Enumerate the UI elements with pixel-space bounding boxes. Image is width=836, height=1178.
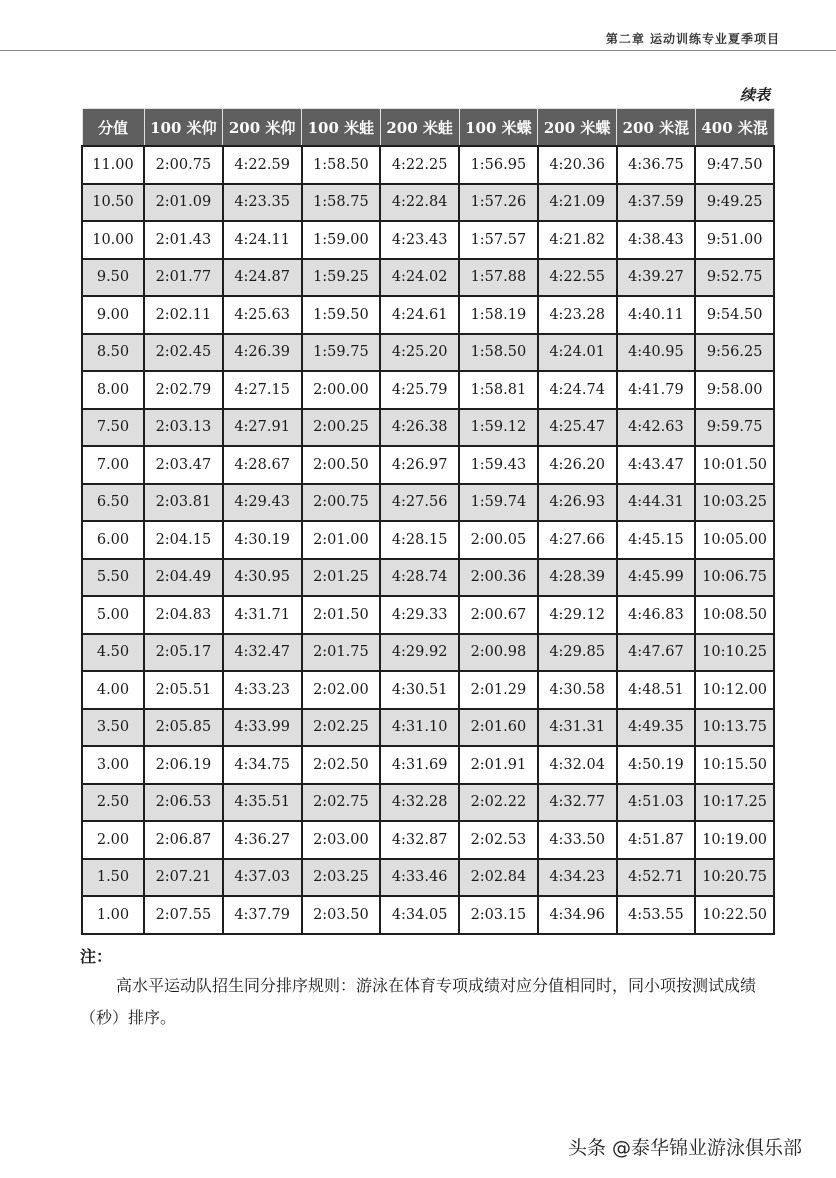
- time-cell: 4:34.96: [538, 896, 617, 934]
- time-cell: 4:51.87: [617, 821, 696, 859]
- time-cell: 2:01.43: [144, 221, 223, 259]
- score-cell: 10.50: [82, 184, 144, 222]
- time-cell: 4:22.55: [538, 259, 617, 297]
- time-cell: 4:40.95: [617, 334, 696, 372]
- table-row: [82, 896, 774, 934]
- time-cell: 4:22.84: [380, 184, 459, 222]
- time-cell: 9:54.50: [695, 296, 774, 334]
- time-cell: 4:25.20: [380, 334, 459, 372]
- time-cell: 2:02.45: [144, 334, 223, 372]
- score-cell: 11.00: [82, 146, 144, 184]
- score-cell: 3.50: [82, 709, 144, 747]
- table-row: [82, 184, 774, 222]
- time-cell: 2:00.05: [459, 521, 538, 559]
- time-cell: 2:01.60: [459, 709, 538, 747]
- table-row: [82, 859, 774, 897]
- column-header: 100 米蛙: [302, 109, 381, 147]
- time-cell: 2:00.98: [459, 634, 538, 672]
- note-label: 注：: [80, 947, 113, 966]
- time-cell: 2:01.75: [302, 634, 381, 672]
- time-cell: 4:24.87: [223, 259, 302, 297]
- time-cell: 10:15.50: [695, 746, 774, 784]
- time-cell: 10:03.25: [695, 484, 774, 522]
- time-cell: 4:31.31: [538, 709, 617, 747]
- time-cell: 4:53.55: [617, 896, 696, 934]
- time-cell: 1:59.74: [459, 484, 538, 522]
- time-cell: 2:04.49: [144, 559, 223, 597]
- time-cell: 4:42.63: [617, 409, 696, 447]
- time-cell: 2:03.15: [459, 896, 538, 934]
- time-cell: 2:01.25: [302, 559, 381, 597]
- time-cell: 4:27.91: [223, 409, 302, 447]
- table-row: [82, 634, 774, 672]
- time-cell: 1:59.43: [459, 446, 538, 484]
- time-cell: 4:29.12: [538, 596, 617, 634]
- time-cell: 1:57.88: [459, 259, 538, 297]
- table-row: [82, 596, 774, 634]
- time-cell: 9:52.75: [695, 259, 774, 297]
- time-cell: 4:24.61: [380, 296, 459, 334]
- column-header: 400 米混: [695, 109, 774, 147]
- note-text: 高水平运动队招生同分排序规则：游泳在体育专项成绩对应分值相同时，同小项按测试成绩（秒）排序。: [80, 976, 757, 1027]
- time-cell: 4:25.47: [538, 409, 617, 447]
- time-cell: 1:59.25: [302, 259, 381, 297]
- table-row: [82, 559, 774, 597]
- time-cell: 2:01.00: [302, 521, 381, 559]
- time-cell: 1:58.75: [302, 184, 381, 222]
- time-cell: 2:07.21: [144, 859, 223, 897]
- time-cell: 2:07.55: [144, 896, 223, 934]
- time-cell: 4:24.74: [538, 371, 617, 409]
- time-cell: 2:01.29: [459, 671, 538, 709]
- time-cell: 1:59.50: [302, 296, 381, 334]
- time-cell: 10:01.50: [695, 446, 774, 484]
- time-cell: 9:51.00: [695, 221, 774, 259]
- time-cell: 4:45.15: [617, 521, 696, 559]
- score-cell: 6.00: [82, 521, 144, 559]
- time-cell: 10:10.25: [695, 634, 774, 672]
- score-cell: 2.50: [82, 784, 144, 822]
- time-cell: 4:28.39: [538, 559, 617, 597]
- table-row: [82, 409, 774, 447]
- table-row: [82, 146, 774, 184]
- time-cell: 10:06.75: [695, 559, 774, 597]
- score-cell: 4.00: [82, 671, 144, 709]
- time-cell: 4:26.97: [380, 446, 459, 484]
- time-cell: 10:20.75: [695, 859, 774, 897]
- time-cell: 4:39.27: [617, 259, 696, 297]
- time-cell: 4:32.77: [538, 784, 617, 822]
- time-cell: 4:23.35: [223, 184, 302, 222]
- score-cell: 8.50: [82, 334, 144, 372]
- score-cell: 7.00: [82, 446, 144, 484]
- time-cell: 9:58.00: [695, 371, 774, 409]
- score-cell: 6.50: [82, 484, 144, 522]
- time-cell: 4:33.50: [538, 821, 617, 859]
- time-cell: 10:08.50: [695, 596, 774, 634]
- time-cell: 4:47.67: [617, 634, 696, 672]
- table-row: [82, 671, 774, 709]
- time-cell: 4:36.27: [223, 821, 302, 859]
- time-cell: 2:06.19: [144, 746, 223, 784]
- time-cell: 10:17.25: [695, 784, 774, 822]
- time-cell: 2:00.67: [459, 596, 538, 634]
- time-cell: 9:56.25: [695, 334, 774, 372]
- time-cell: 2:06.53: [144, 784, 223, 822]
- score-cell: 8.00: [82, 371, 144, 409]
- time-cell: 4:34.75: [223, 746, 302, 784]
- time-cell: 10:12.00: [695, 671, 774, 709]
- time-cell: 9:49.25: [695, 184, 774, 222]
- time-cell: 4:33.46: [380, 859, 459, 897]
- time-cell: 4:48.51: [617, 671, 696, 709]
- time-cell: 1:59.00: [302, 221, 381, 259]
- running-head: 第二章 运动训练专业夏季项目: [605, 32, 780, 46]
- column-header: 分值: [82, 109, 144, 147]
- score-cell: 3.00: [82, 746, 144, 784]
- time-cell: 4:41.79: [617, 371, 696, 409]
- score-cell: 7.50: [82, 409, 144, 447]
- watermark: 头条 @泰华锦业游泳俱乐部: [567, 1137, 802, 1159]
- time-cell: 4:34.23: [538, 859, 617, 897]
- time-cell: 4:50.19: [617, 746, 696, 784]
- time-cell: 9:47.50: [695, 146, 774, 184]
- time-cell: 4:25.63: [223, 296, 302, 334]
- time-cell: 4:37.59: [617, 184, 696, 222]
- time-cell: 4:46.83: [617, 596, 696, 634]
- score-cell: 1.00: [82, 896, 144, 934]
- time-cell: 4:38.43: [617, 221, 696, 259]
- time-cell: 10:19.00: [695, 821, 774, 859]
- time-cell: 2:05.51: [144, 671, 223, 709]
- column-header: 200 米蛙: [380, 109, 459, 147]
- time-cell: 4:30.58: [538, 671, 617, 709]
- time-cell: 4:28.74: [380, 559, 459, 597]
- table-row: [82, 334, 774, 372]
- time-cell: 4:35.51: [223, 784, 302, 822]
- time-cell: 4:27.56: [380, 484, 459, 522]
- time-cell: 4:33.99: [223, 709, 302, 747]
- table-row: [82, 221, 774, 259]
- time-cell: 4:26.38: [380, 409, 459, 447]
- time-cell: 10:13.75: [695, 709, 774, 747]
- time-cell: 4:52.71: [617, 859, 696, 897]
- score-cell: 10.00: [82, 221, 144, 259]
- time-cell: 4:24.02: [380, 259, 459, 297]
- time-cell: 4:32.87: [380, 821, 459, 859]
- time-cell: 2:00.00: [302, 371, 381, 409]
- time-cell: 2:00.75: [144, 146, 223, 184]
- time-cell: 4:34.05: [380, 896, 459, 934]
- time-cell: 2:02.11: [144, 296, 223, 334]
- time-cell: 2:06.87: [144, 821, 223, 859]
- time-cell: 9:59.75: [695, 409, 774, 447]
- table-row: [82, 371, 774, 409]
- time-cell: 2:05.85: [144, 709, 223, 747]
- time-cell: 2:00.50: [302, 446, 381, 484]
- score-cell: 5.00: [82, 596, 144, 634]
- time-cell: 4:31.69: [380, 746, 459, 784]
- time-cell: 4:37.03: [223, 859, 302, 897]
- time-cell: 4:26.39: [223, 334, 302, 372]
- time-cell: 4:28.15: [380, 521, 459, 559]
- time-cell: 4:29.33: [380, 596, 459, 634]
- time-cell: 1:56.95: [459, 146, 538, 184]
- time-cell: 4:24.11: [223, 221, 302, 259]
- time-cell: 4:43.47: [617, 446, 696, 484]
- column-header: 200 米混: [617, 109, 696, 147]
- table-row: [82, 296, 774, 334]
- time-cell: 2:03.00: [302, 821, 381, 859]
- time-cell: 4:31.10: [380, 709, 459, 747]
- table-row: [82, 746, 774, 784]
- time-cell: 4:21.09: [538, 184, 617, 222]
- time-cell: 4:40.11: [617, 296, 696, 334]
- time-cell: 2:05.17: [144, 634, 223, 672]
- time-cell: 1:58.81: [459, 371, 538, 409]
- time-cell: 4:37.79: [223, 896, 302, 934]
- time-cell: 1:58.19: [459, 296, 538, 334]
- time-cell: 4:31.71: [223, 596, 302, 634]
- time-cell: 2:03.47: [144, 446, 223, 484]
- time-cell: 10:05.00: [695, 521, 774, 559]
- time-cell: 4:36.75: [617, 146, 696, 184]
- table-header-row: [82, 109, 774, 147]
- time-cell: 4:27.15: [223, 371, 302, 409]
- time-cell: 1:58.50: [459, 334, 538, 372]
- time-cell: 2:00.36: [459, 559, 538, 597]
- time-cell: 4:29.85: [538, 634, 617, 672]
- score-cell: 2.00: [82, 821, 144, 859]
- time-cell: 2:02.50: [302, 746, 381, 784]
- time-cell: 2:02.00: [302, 671, 381, 709]
- time-cell: 4:26.93: [538, 484, 617, 522]
- time-cell: 4:45.99: [617, 559, 696, 597]
- time-cell: 4:32.47: [223, 634, 302, 672]
- time-cell: 2:04.83: [144, 596, 223, 634]
- time-cell: 1:59.75: [302, 334, 381, 372]
- time-cell: 2:01.09: [144, 184, 223, 222]
- time-cell: 4:23.28: [538, 296, 617, 334]
- time-cell: 2:00.75: [302, 484, 381, 522]
- time-cell: 4:30.19: [223, 521, 302, 559]
- table-body: [82, 146, 774, 934]
- time-cell: 4:32.28: [380, 784, 459, 822]
- score-cell: 4.50: [82, 634, 144, 672]
- time-cell: 4:22.25: [380, 146, 459, 184]
- time-cell: 4:21.82: [538, 221, 617, 259]
- time-cell: 2:02.22: [459, 784, 538, 822]
- time-cell: 4:30.95: [223, 559, 302, 597]
- table-row: [82, 784, 774, 822]
- time-cell: 4:29.92: [380, 634, 459, 672]
- time-cell: 2:03.81: [144, 484, 223, 522]
- time-cell: 10:22.50: [695, 896, 774, 934]
- score-cell: 9.00: [82, 296, 144, 334]
- time-cell: 4:23.43: [380, 221, 459, 259]
- time-cell: 4:49.35: [617, 709, 696, 747]
- time-cell: 2:01.50: [302, 596, 381, 634]
- time-cell: 4:22.59: [223, 146, 302, 184]
- time-cell: 2:02.75: [302, 784, 381, 822]
- score-cell: 1.50: [82, 859, 144, 897]
- time-cell: 2:02.79: [144, 371, 223, 409]
- continued-label: 续表: [739, 86, 770, 104]
- time-cell: 4:26.20: [538, 446, 617, 484]
- table-row: [82, 446, 774, 484]
- time-cell: 4:27.66: [538, 521, 617, 559]
- time-cell: 4:33.23: [223, 671, 302, 709]
- time-cell: 4:51.03: [617, 784, 696, 822]
- table-row: [82, 521, 774, 559]
- time-cell: 4:25.79: [380, 371, 459, 409]
- time-cell: 4:32.04: [538, 746, 617, 784]
- table-row: [82, 259, 774, 297]
- time-cell: 4:24.01: [538, 334, 617, 372]
- column-header: 200 米蝶: [538, 109, 617, 147]
- time-cell: 4:28.67: [223, 446, 302, 484]
- time-cell: 2:02.25: [302, 709, 381, 747]
- time-cell: 2:03.25: [302, 859, 381, 897]
- time-cell: 2:02.53: [459, 821, 538, 859]
- column-header: 100 米仰: [144, 109, 223, 147]
- column-header: 100 米蝶: [459, 109, 538, 147]
- table-row: [82, 709, 774, 747]
- time-cell: 1:59.12: [459, 409, 538, 447]
- time-cell: 2:03.50: [302, 896, 381, 934]
- time-cell: 2:01.77: [144, 259, 223, 297]
- score-cell: 9.50: [82, 259, 144, 297]
- time-cell: 2:03.13: [144, 409, 223, 447]
- table-row: [82, 484, 774, 522]
- time-cell: 1:57.26: [459, 184, 538, 222]
- table-row: [82, 821, 774, 859]
- time-cell: 2:00.25: [302, 409, 381, 447]
- time-cell: 4:29.43: [223, 484, 302, 522]
- score-table: [81, 108, 775, 935]
- time-cell: 1:58.50: [302, 146, 381, 184]
- header-rule: [0, 50, 836, 51]
- time-cell: 4:20.36: [538, 146, 617, 184]
- time-cell: 4:30.51: [380, 671, 459, 709]
- time-cell: 2:04.15: [144, 521, 223, 559]
- time-cell: 4:44.31: [617, 484, 696, 522]
- column-header: 200 米仰: [223, 109, 302, 147]
- score-cell: 5.50: [82, 559, 144, 597]
- time-cell: 2:02.84: [459, 859, 538, 897]
- time-cell: 2:01.91: [459, 746, 538, 784]
- time-cell: 1:57.57: [459, 221, 538, 259]
